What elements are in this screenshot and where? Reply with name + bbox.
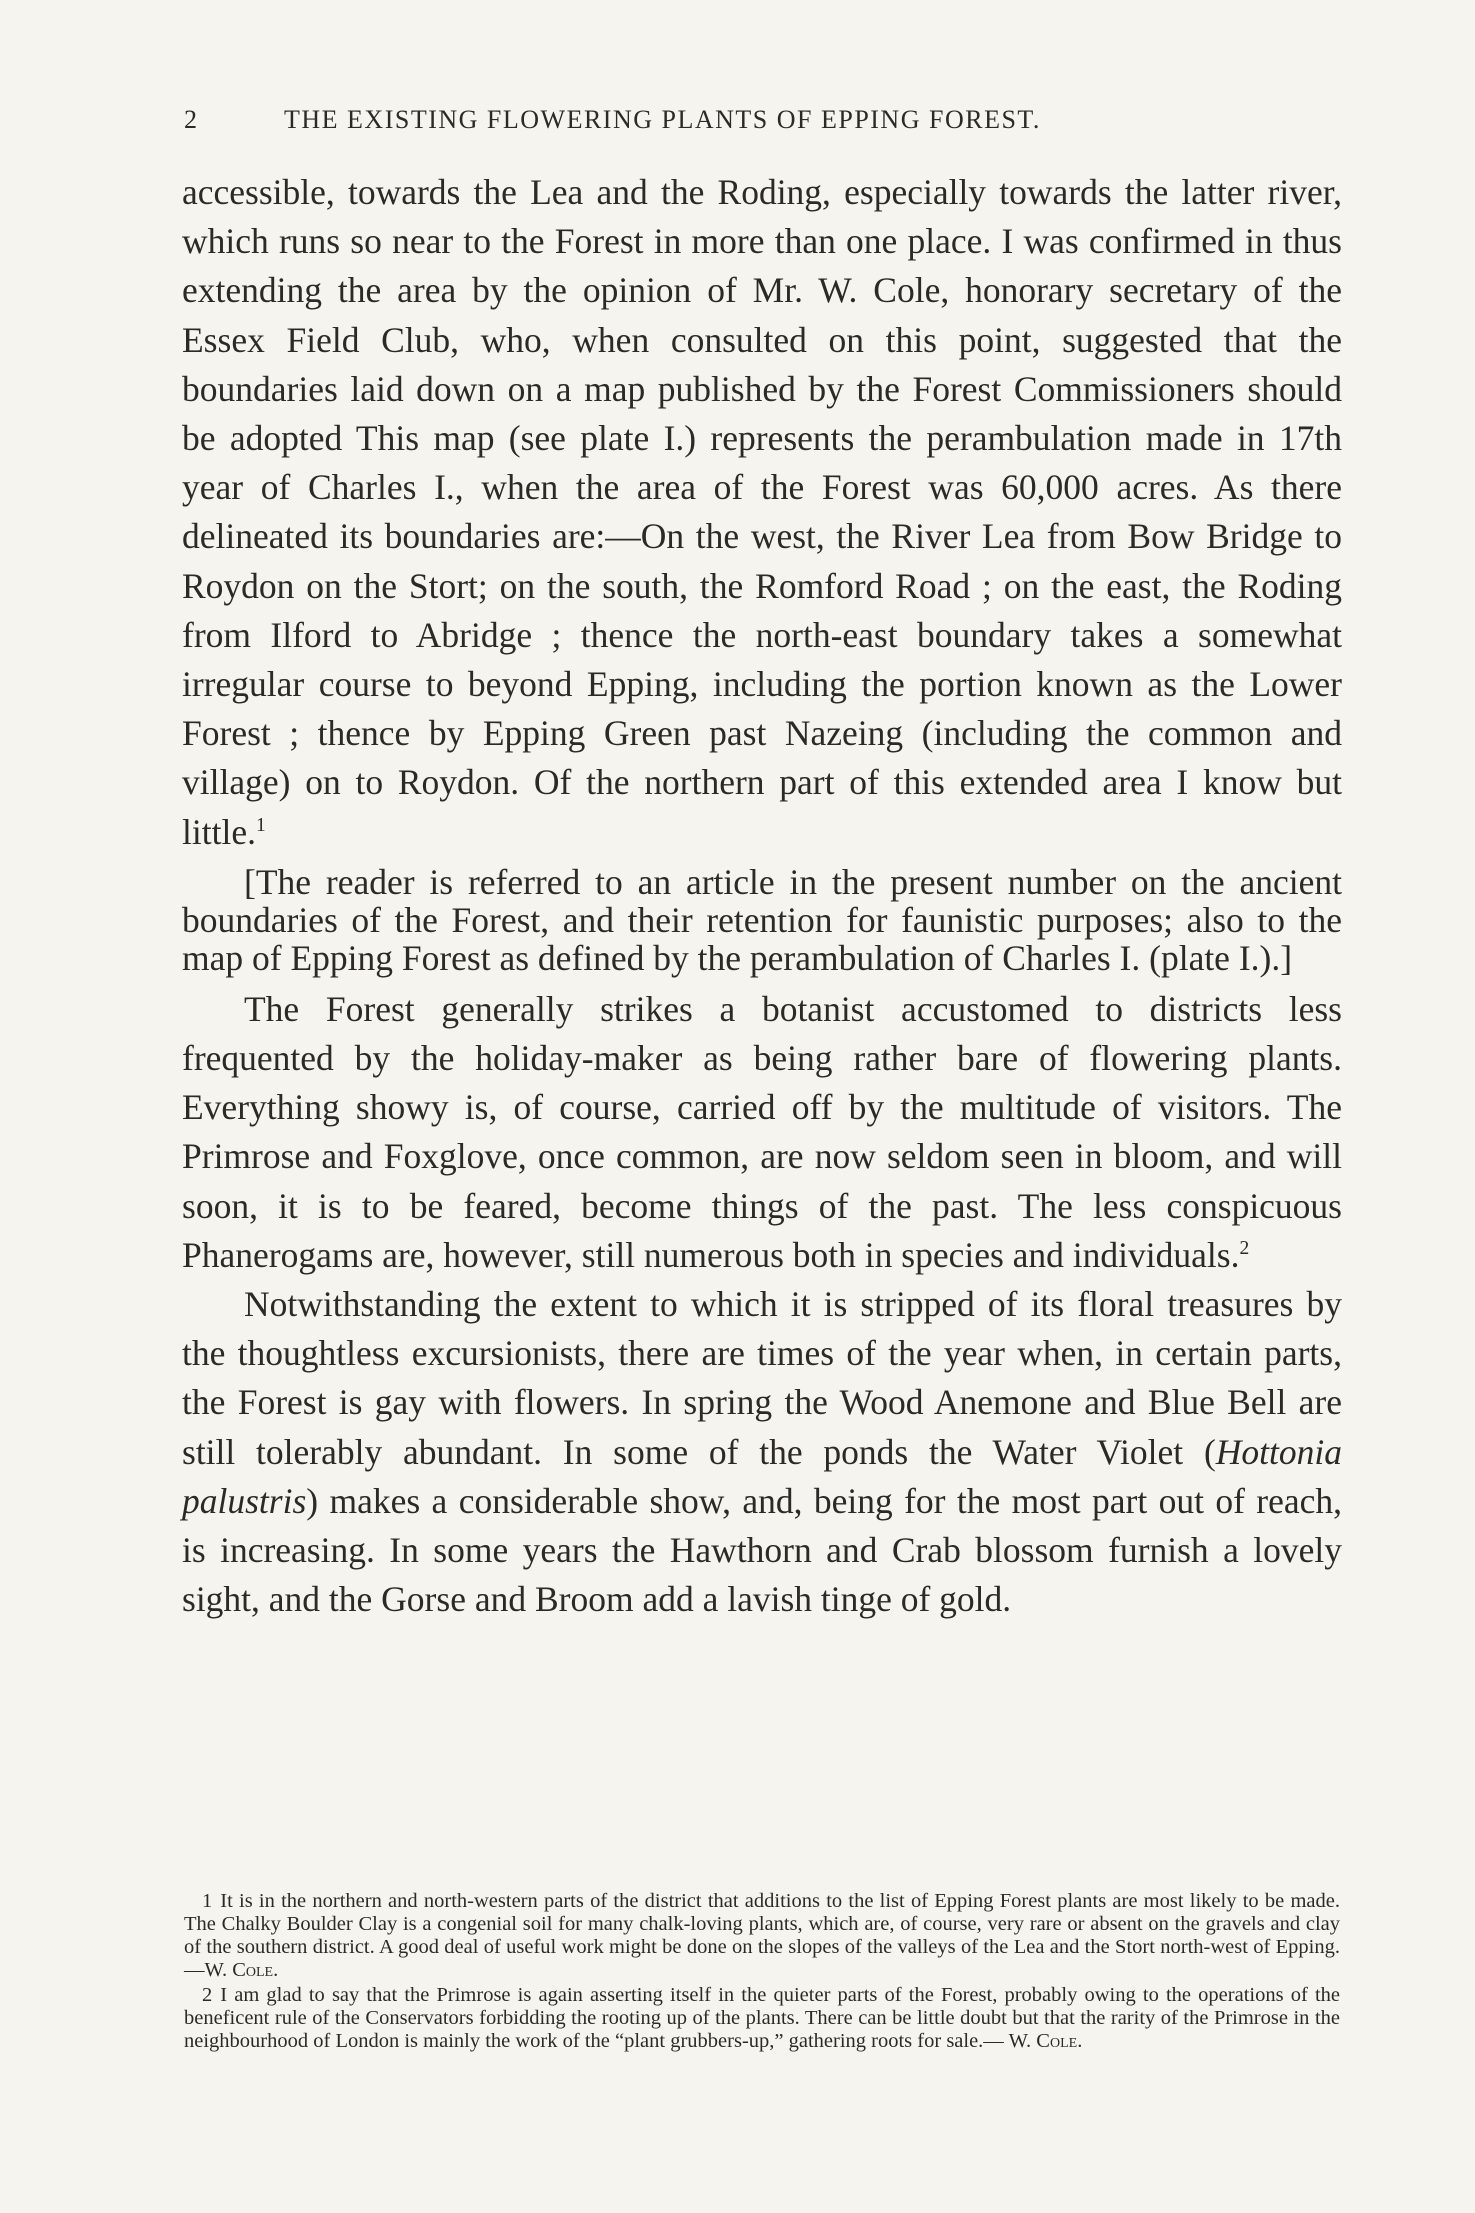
footnote — [184, 1984, 1340, 2053]
paragraph-text: The Forest generally strikes a botanist accustomed to districts less frequented by the holiday-maker as being rather bare of flowering plants. Everything showy is, of course, carried off by the multitude of visitors. The Primrose and Foxglove, once common, are now seldom seen in bloom, and will soon, it is to be feared, become things of the past. The less conspicuous Phanerogams are, however, still numerous both in species and individuals. — [182, 988, 1342, 1275]
footnote-signature: Cole — [1036, 2030, 1078, 2052]
page-number: 2 — [184, 105, 199, 134]
running-head — [184, 100, 1234, 140]
paragraph — [182, 1280, 1342, 1624]
paragraph-text: accessible, towards the Lea and the Roding, especially towards the latter river, which runs so near to the Forest in more than one place. I was confirmed in thus extending the area by the opinion of Mr. W. Cole, honorary secretary of the Essex Field Club, who, when consulted on this point, suggested that the boundaries laid down on a map published by the Forest Commissioners should be adopted This map (see plate I.) represents the perambulation made in 17th year of Charles I., when the area of the Forest was 60,000 acres. As there delineated its boundaries are:—On the west, the River Lea from Bow Bridge to Roydon on the Stort; on the south, the Romford Road ; on the east, the Roding from Ilford to Abridge ; thence the north-east boundary takes a somewhat irregular course to beyond Epping, including the portion known as the Lower Forest ; thence by Epping Green past Nazeing (including the common and village) on to Roydon. Of the northern part of this extended area I know but little. — [182, 172, 1342, 852]
footnote-number: 1 — [202, 1890, 213, 1912]
footnotes — [184, 1890, 1340, 2055]
paragraph-text: ) makes a considerable show, and, being for the most part out of reach, is increasing. In some years the Hawthorn and Crab blossom furnish a lovely sight, and the Gorse and Broom add a lavish tinge of gold. — [182, 1480, 1342, 1620]
footnote-end: . — [273, 1959, 279, 1981]
paragraph-continued — [182, 168, 1342, 857]
bracketed-note-text: [The reader is referred to an article in the present number on the ancient boundaries of the Forest, and their retention for faunistic purposes; also to the map of Epping Forest as defined by the perambulation of Charles I. (plate I.).] — [182, 861, 1342, 978]
footnote-end: . — [1077, 2030, 1083, 2052]
paragraph-text: Notwithstanding the extent to which it is stripped of its floral treasures by the thoughtless excursionists, there are times of the year when, in certain parts, the Forest is gay with flowers. In spring the Wood Anemone and Blue Bell are still tolerably abundant. In some of the ponds the Water Violet ( — [182, 1284, 1342, 1472]
body-text — [182, 168, 1342, 1624]
paragraph — [182, 985, 1342, 1280]
footnote-text: It is in the northern and north-western parts of the district that additions to the list of Epping Forest plants are most likely to be made. The Chalky Boulder Clay is a congenial soil for many chalk-loving plants, which are, of course, very rare or absent on the gravels and clay of the southern district. A good deal of useful work might be done on the slopes of the valleys of the Lea and the Stort north-west of Epping.—W. — [184, 1890, 1340, 1981]
bracketed-note — [182, 857, 1342, 985]
footnote-signature: Cole — [232, 1959, 274, 1981]
footnote-text: I am glad to say that the Primrose is again asserting itself in the quieter parts of the Forest, probably owing to the operations of the beneficent rule of the Conservators forbidding the rooting up of the plants. There can be little doubt but that the rarity of the Primrose in the neighbourhood of London is mainly the work of the “plant grubbers-up,” gathering roots for sale.— W. — [184, 1984, 1340, 2052]
footnote-number: 2 — [202, 1984, 213, 2006]
footnote — [184, 1890, 1340, 1982]
species-name: Hottonia palustris — [182, 1431, 1342, 1521]
footnote-ref: 2 — [1239, 1238, 1250, 1260]
running-title: THE EXISTING FLOWERING PLANTS OF EPPING FOREST. — [284, 105, 1041, 134]
footnote-ref: 1 — [255, 814, 266, 836]
